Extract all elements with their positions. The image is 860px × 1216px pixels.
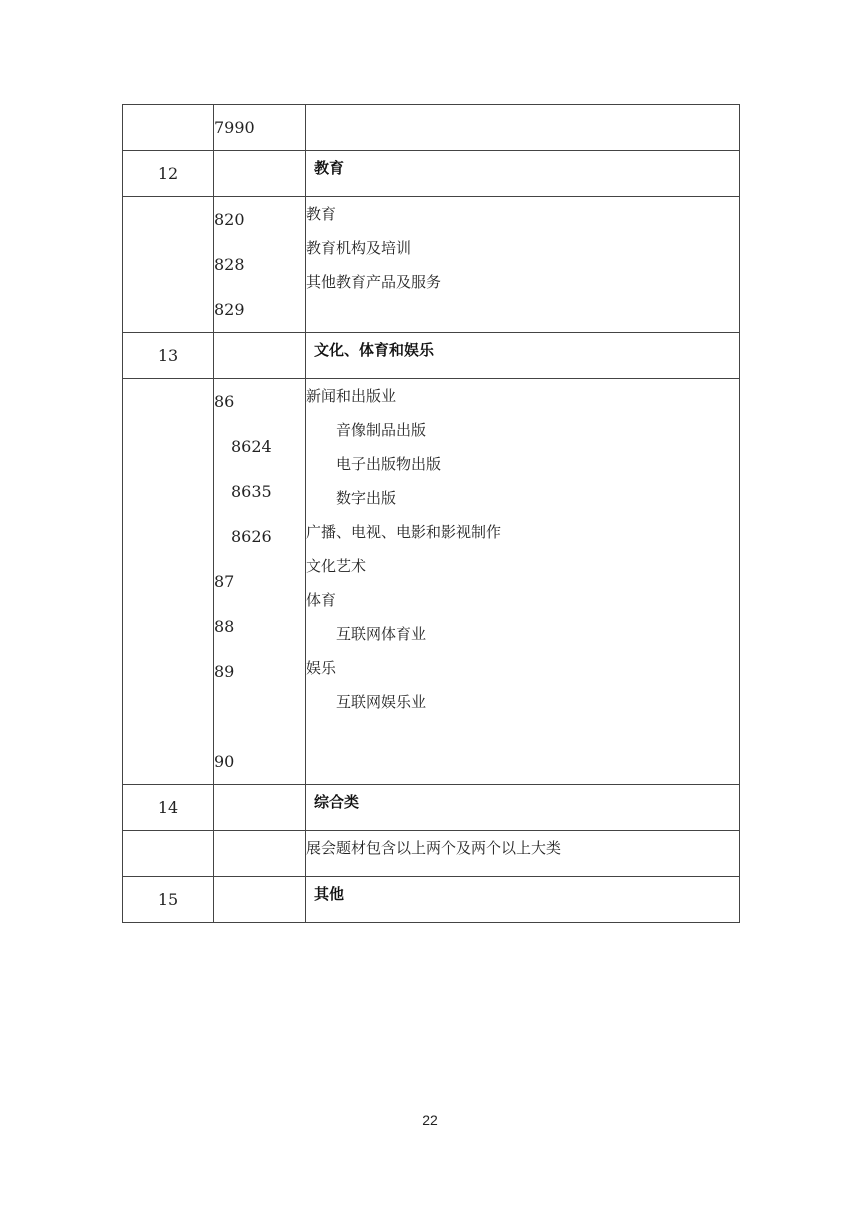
list-item: 互联网娱乐业	[336, 693, 427, 711]
list-item: 文化艺术	[306, 557, 367, 575]
code-item: 8624	[231, 437, 272, 456]
item-list	[306, 197, 740, 333]
list-item: 电子出版物出版	[336, 455, 442, 473]
category-table	[122, 104, 740, 923]
code-item: 86	[214, 392, 235, 411]
cell-code	[214, 151, 306, 197]
section-title: 综合类	[306, 785, 740, 831]
code-list	[214, 197, 306, 333]
list-item: 体育	[306, 591, 337, 609]
item-list	[306, 831, 740, 877]
section-body-13	[123, 379, 740, 785]
code-item: 829	[214, 300, 245, 319]
section-title: 其他	[306, 877, 740, 923]
section-title: 教育	[306, 151, 740, 197]
section-number: 12	[123, 151, 214, 197]
list-item: 音像制品出版	[336, 421, 427, 439]
section-row-12	[123, 151, 740, 197]
cell-number	[123, 379, 214, 785]
section-number: 13	[123, 333, 214, 379]
list-item: 展会题材包含以上两个及两个以上大类	[306, 839, 562, 857]
code-7990: 7990	[214, 118, 255, 137]
list-item: 教育	[306, 205, 337, 223]
list-item: 新闻和出版业	[306, 387, 397, 405]
section-body-12	[123, 197, 740, 333]
page-number: 22	[422, 1112, 438, 1128]
section-row-14	[123, 785, 740, 831]
list-item: 互联网体育业	[336, 625, 427, 643]
code-spacer	[214, 694, 305, 739]
list-item: 广播、电视、电影和影视制作	[306, 523, 502, 541]
list-item: 数字出版	[336, 489, 397, 507]
code-item: 828	[214, 255, 245, 274]
code-item: 820	[214, 210, 245, 229]
code-item: 88	[214, 617, 235, 636]
list-item: 其他教育产品及服务	[306, 273, 442, 291]
cell-code	[214, 105, 306, 151]
code-list	[214, 379, 306, 785]
cell-code	[214, 831, 306, 877]
section-body-14	[123, 831, 740, 877]
section-title: 文化、体育和娱乐	[306, 333, 740, 379]
cell-description	[306, 105, 740, 151]
section-row-15	[123, 877, 740, 923]
cell-number	[123, 105, 214, 151]
code-item: 87	[214, 572, 235, 591]
cell-number	[123, 197, 214, 333]
list-item: 教育机构及培训	[306, 239, 412, 257]
code-item: 8635	[231, 482, 272, 501]
section-number: 14	[123, 785, 214, 831]
section-number: 15	[123, 877, 214, 923]
code-item: 8626	[231, 527, 272, 546]
cell-code	[214, 333, 306, 379]
code-item: 90	[214, 752, 235, 771]
table-row	[123, 105, 740, 151]
section-row-13	[123, 333, 740, 379]
item-list	[306, 379, 740, 785]
code-item: 89	[214, 662, 235, 681]
cell-code	[214, 877, 306, 923]
cell-code	[214, 785, 306, 831]
cell-number	[123, 831, 214, 877]
list-item: 娱乐	[306, 659, 337, 677]
